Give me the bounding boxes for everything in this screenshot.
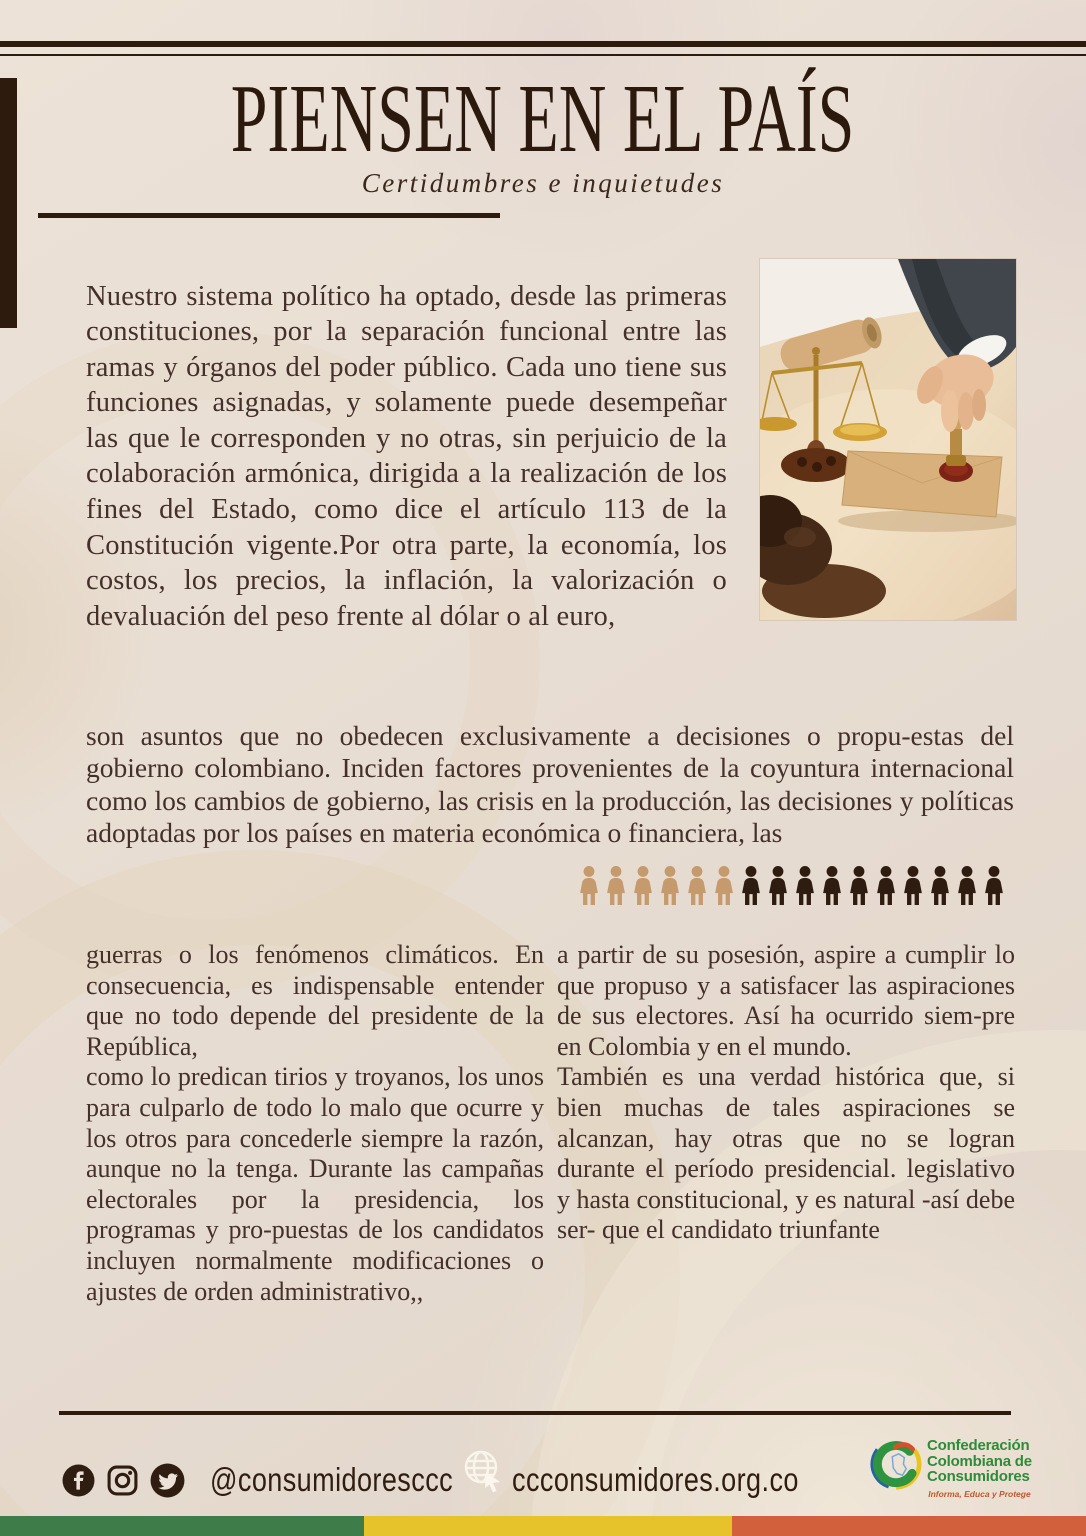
right-column (557, 940, 1015, 1307)
person-icon (981, 866, 1007, 905)
organization-logo (870, 1428, 1032, 1502)
globe-icon (460, 1446, 508, 1501)
facebook-icon[interactable] (62, 1464, 95, 1497)
intro-paragraph: Nuestro sistema político ha optado, desde las primeras constituciones, por la separación funcional entre las ramas y órganos del poder público. Cada uno tiene sus funciones asignadas, y solamente puede desempeñar las que le corresponden y no otras, sin perjuicio de la colaboración armónica, dirigida a la realización de los fines del Estado, como dice el artículo 113 de la Constitución vigente.Por otra parte, la economía, los costos, los precios, la inflación, la valorización o devaluación del peso frente al dólar o al euro, (86, 280, 727, 632)
justice-stamp-illustration (760, 259, 1016, 620)
person-icon (603, 866, 629, 905)
strip-green (0, 1516, 364, 1536)
page-subtitle: Certidumbres e inquietudes (361, 168, 725, 198)
person-icon (819, 866, 845, 905)
left-column-paragraph-1: guerras o los fenómenos climáticos. En consecuencia, es indispensable entender que no todo depende del presidente de la República, (86, 940, 544, 1061)
middle-paragraph: son asuntos que no obedecen exclusivamente a decisiones o propu-estas del gobierno colombiano. Inciden factores provenientes de la coyuntura internacional como los cambios de gobierno, las crisis en la producción, las decisiones y políticas adoptadas por los países en materia económica o financiera, las (86, 719, 1014, 848)
strip-yellow (364, 1516, 732, 1536)
logo-text (927, 1438, 1032, 1499)
two-column-text (86, 940, 1015, 1307)
logo-name-line: Colombiana de (927, 1452, 1032, 1470)
person-icon (630, 866, 656, 905)
person-icon (927, 866, 953, 905)
person-icon (900, 866, 926, 905)
left-column (86, 940, 544, 1307)
envelope-shape (842, 451, 1002, 517)
people-row (576, 866, 1012, 905)
bottom-color-strip (0, 1516, 1086, 1536)
social-row (62, 1461, 506, 1499)
person-icon (846, 866, 872, 905)
person-icon (792, 866, 818, 905)
top-double-rule-thin (0, 54, 1086, 56)
person-icon (684, 866, 710, 905)
person-icon (576, 866, 602, 905)
person-icon (873, 866, 899, 905)
left-column-paragraph-2: como lo predican tirios y troyanos, los unos para culparlo de todo lo malo que ocurre y los otros para concederle siempre la razón, aunque no la tenga. Durante las campañas electorales por la presidencia, los programas y pro-puestas de los candidatos incluyen normalmente modificaciones o ajustes de orden administrativo,, (86, 1062, 544, 1306)
person-icon (711, 866, 737, 905)
logo-c-mark (870, 1428, 922, 1502)
person-icon (657, 866, 683, 905)
twitter-icon[interactable] (150, 1463, 185, 1498)
website-url[interactable]: ccconsumidores.org.co (512, 1461, 799, 1498)
logo-name-line: Consumidores (927, 1468, 1030, 1485)
subtitle-underline-rule (38, 213, 500, 218)
footer-rule (59, 1411, 1011, 1415)
social-handle[interactable]: @consumidoresccc (210, 1461, 454, 1498)
page-title: PIENSEN EN EL PAÍS (231, 65, 855, 172)
logo-name-line: Confederación (927, 1437, 1030, 1454)
top-double-rule-thick (0, 41, 1086, 47)
photo-justice-stamp (760, 259, 1016, 620)
person-icon (954, 866, 980, 905)
person-icon (765, 866, 791, 905)
right-column-paragraph-1: a partir de su posesión, aspire a cumplir lo que propuso y a satisfacer las aspiraciones de sus electores. Así ha ocurrido siem-pre en Colombia y en el mundo. (557, 940, 1015, 1061)
strip-orange (732, 1516, 1086, 1536)
right-column-paragraph-2: También es una verdad histórica que, si bien muchas de tales aspiraciones se alcanzan, hay otras que no se logran durante el período presidencial. legislativo y hasta constitucional, y es natural -así debe ser- que el candidato triunfante (557, 1062, 1015, 1245)
instagram-icon[interactable] (106, 1464, 139, 1497)
person-icon (738, 866, 764, 905)
logo-tagline: Informa, Educa y Protege (928, 1488, 1031, 1499)
